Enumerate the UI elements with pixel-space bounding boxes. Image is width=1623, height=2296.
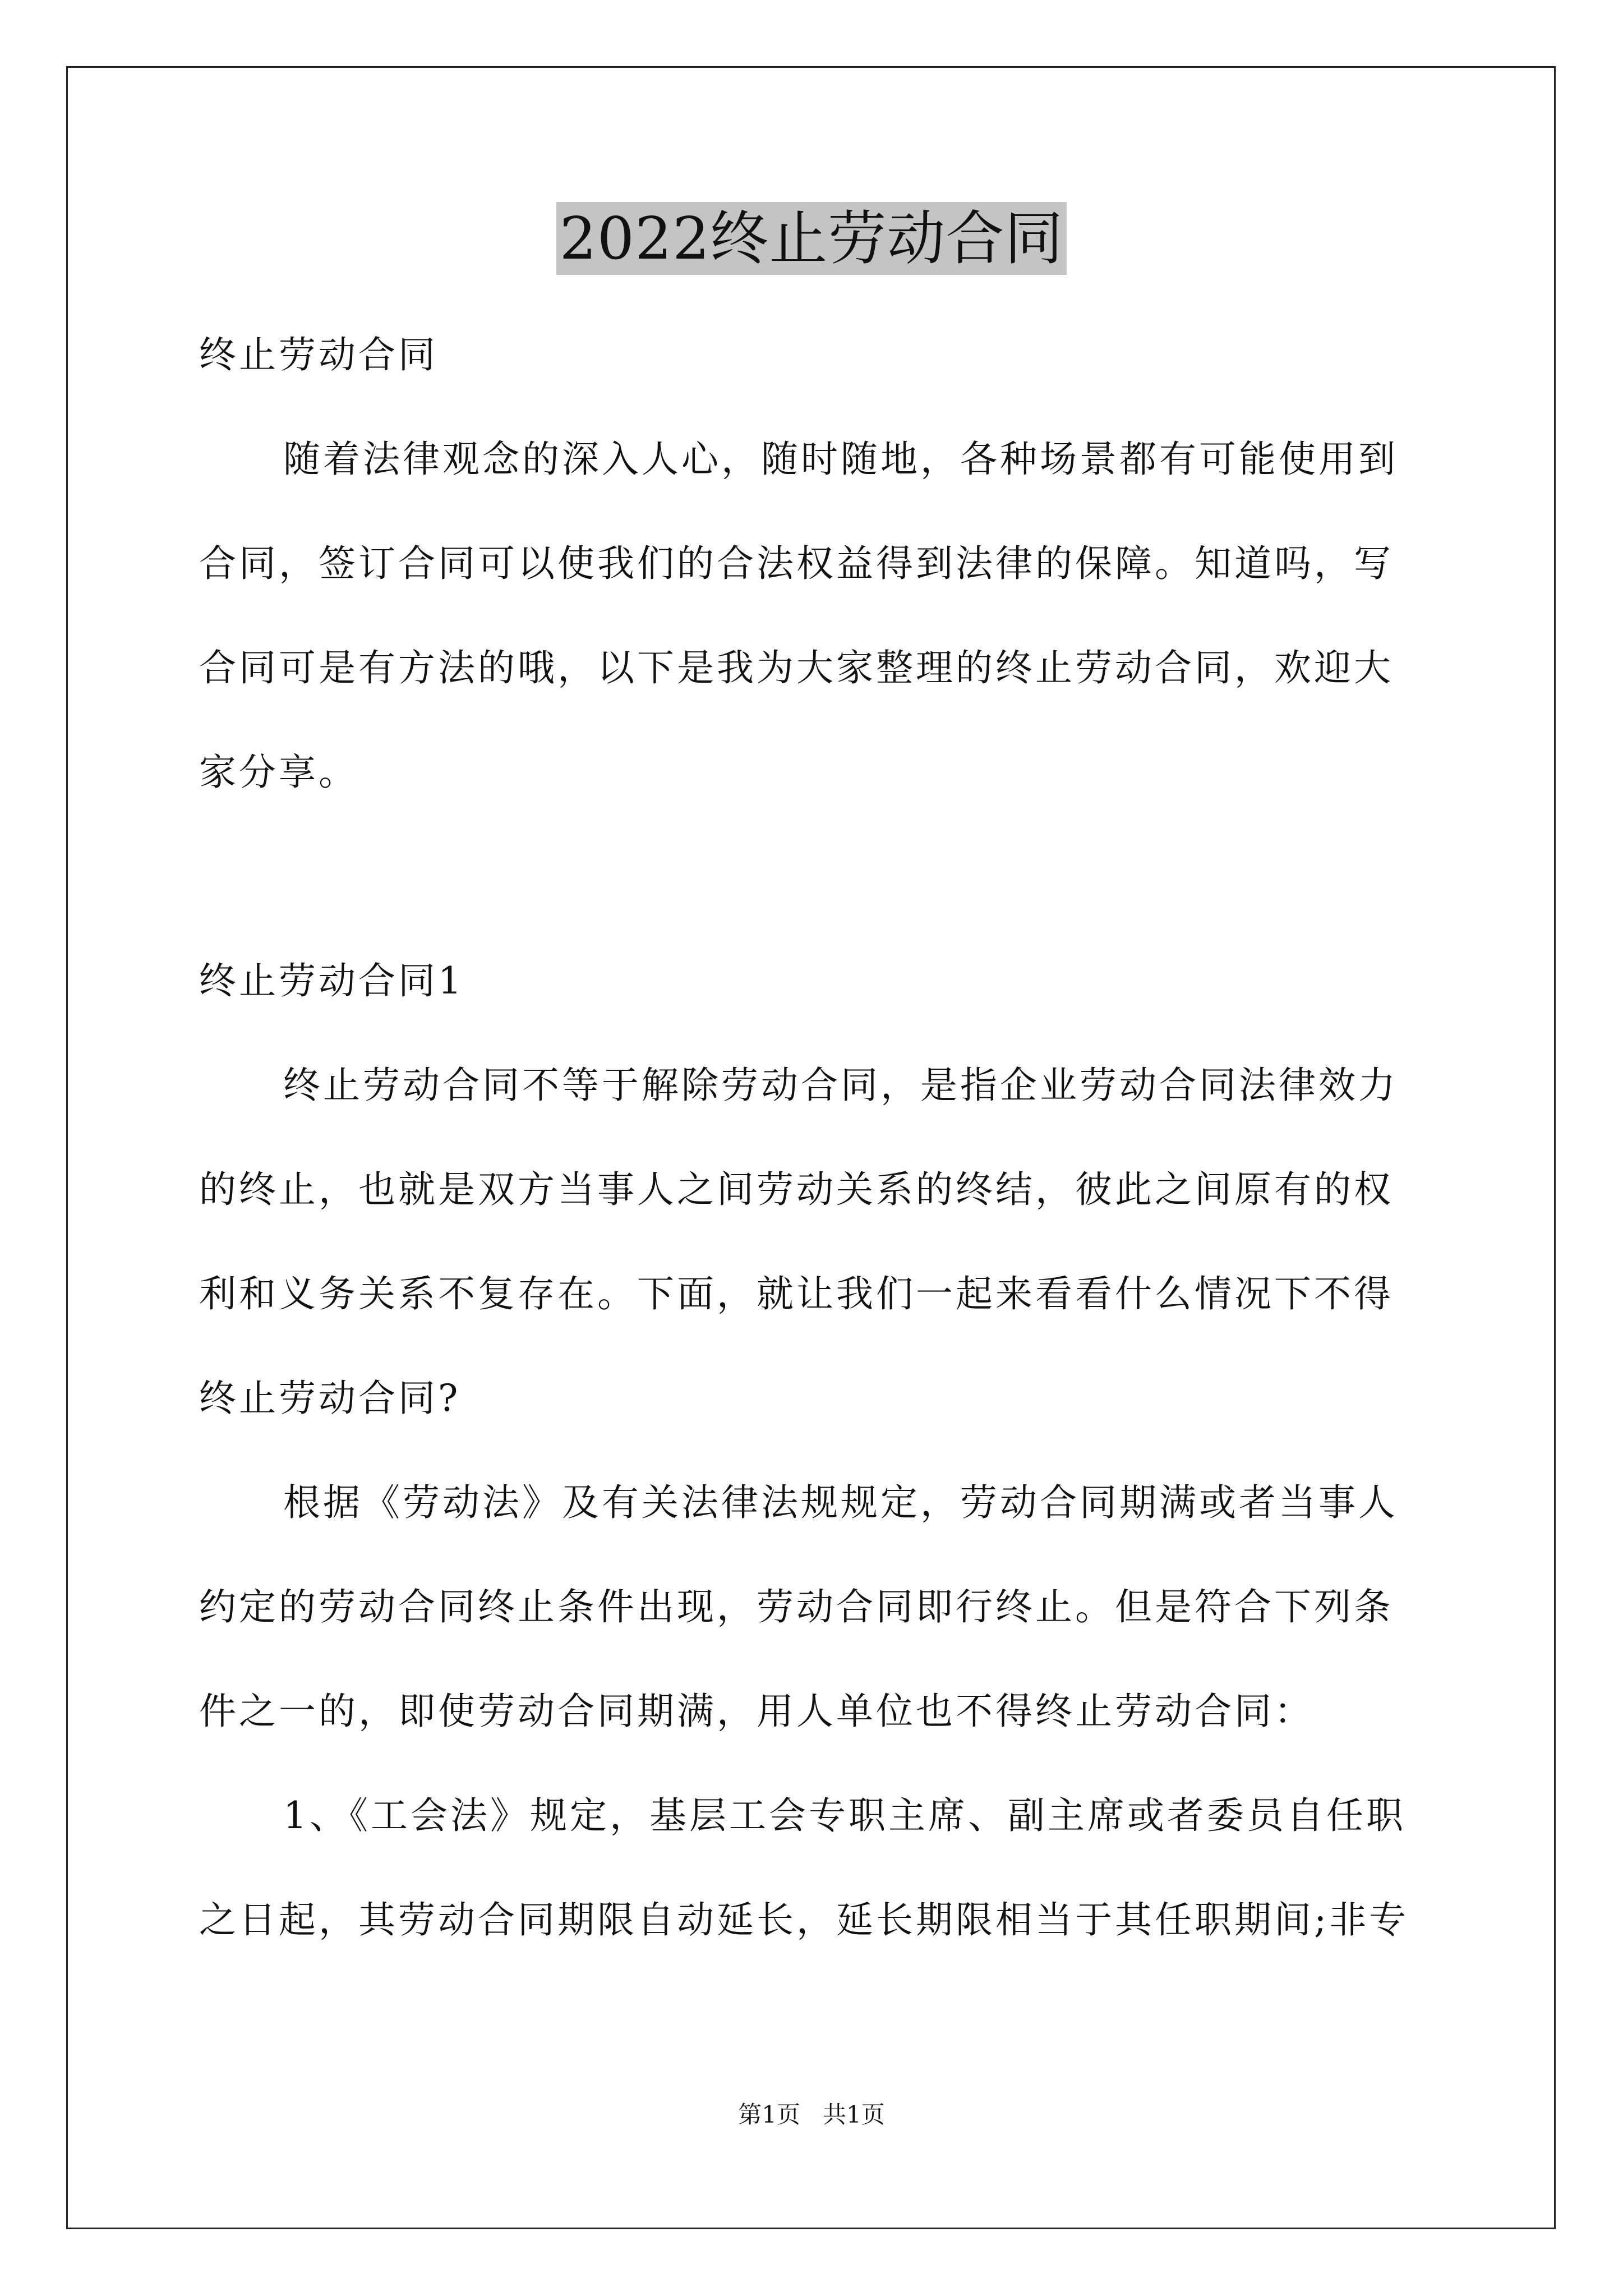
paragraph-line: 利和义务关系不复存在。下面，就让我们一起来看看什么情况下不得 <box>199 1272 1394 1315</box>
paragraph-line: 1、《工会法》规定，基层工会专职主席、副主席或者委员自任职 <box>283 1794 1406 1837</box>
section-heading: 终止劳动合同1 <box>199 959 464 1002</box>
section-heading: 终止劳动合同 <box>199 333 438 376</box>
paragraph-line: 件之一的，即使劳动合同期满，用人单位也不得终止劳动合同： <box>199 1690 1314 1733</box>
paragraph-line: 终止劳动合同不等于解除劳动合同，是指企业劳动合同法律效力 <box>283 1064 1398 1107</box>
document-body <box>199 303 1433 1972</box>
paragraph-line: 随着法律观念的深入人心，随时随地，各种场景都有可能使用到 <box>283 438 1398 481</box>
paragraph-line: 合同，签订合同可以使我们的合法权益得到法律的保障。知道吗，写 <box>199 542 1394 585</box>
title-container <box>0 202 1623 275</box>
blank-line <box>199 825 1433 929</box>
paragraph-line: 根据《劳动法》及有关法律法规规定，劳动合同期满或者当事人 <box>283 1481 1398 1524</box>
paragraph-line: 终止劳动合同? <box>199 1377 461 1420</box>
paragraph-line: 家分享。 <box>199 751 358 794</box>
paragraph-line: 之日起，其劳动合同期限自动延长，延长期限相当于其任职期间;非专 <box>199 1898 1409 1941</box>
document-title: 2022终止劳动合同 <box>556 202 1067 275</box>
paragraph-line: 合同可是有方法的哦，以下是我为大家整理的终止劳动合同，欢迎大 <box>199 646 1394 689</box>
paragraph-line: 的终止，也就是双方当事人之间劳动关系的终结，彼此之间原有的权 <box>199 1168 1394 1211</box>
paragraph-line: 约定的劳动合同终止条件出现，劳动合同即行终止。但是符合下列条 <box>199 1585 1394 1628</box>
page-footer: 第1页 共1页 <box>738 2101 885 2128</box>
